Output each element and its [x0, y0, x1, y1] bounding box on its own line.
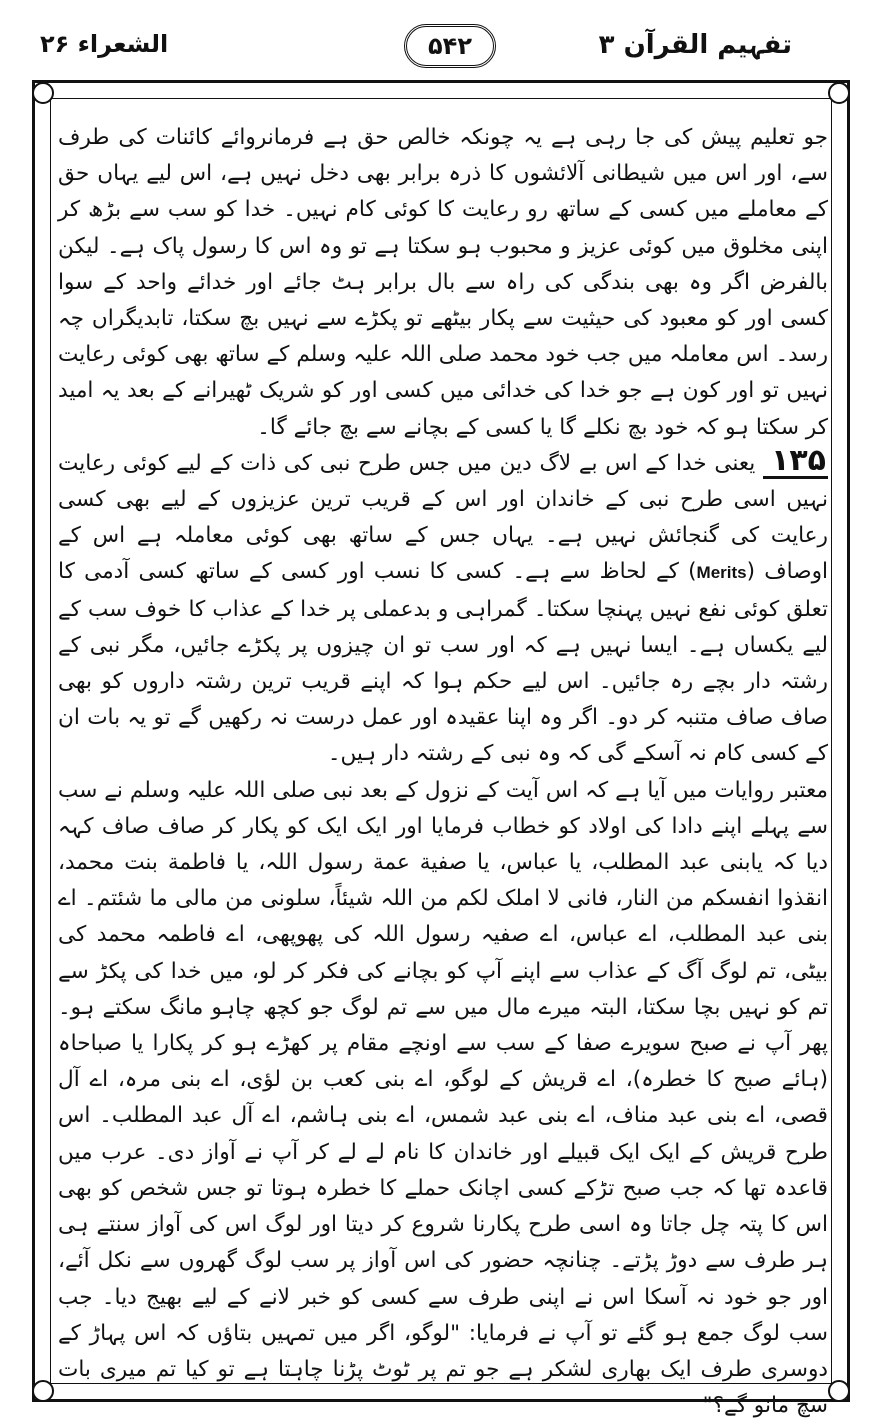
paragraph: جو تعلیم پیش کی جا رہی ہے یہ چونکہ خالص حق ہے فرمانروائے کائنات کی طرف سے، اور اس میں شیطانی آلائشوں کا ذرہ برابر بھی دخل نہیں ہے، اس لیے یہاں حق کے معاملے میں کسی کے ساتھ رو رعایت کا کوئی کام نہیں۔ خدا کو سب سے بڑھ کر اپنی مخلوق میں کوئی عزیز و محبوب ہو سکتا ہے تو وہ اس کا رسول پاک ہے۔ لیکن بالفرض اگر وہ بھی بندگی کی راہ سے بال برابر ہٹ جائے اور خدائے واحد کے سوا کسی اور کو معبود کی حیثیت سے پکار بیٹھے تو پکڑے سے نہیں بچ سکتا، تابدیگراں چہ رسد۔ اس معاملہ میں جب خود محمد صلی اللہ علیہ وسلم کے ساتھ بھی کوئی رعایت نہیں تو اور کون ہے جو خدا کی خدائی میں کسی اور کو شریک ٹھیرانے کے بعد یہ امید کر سکتا ہو کہ خود بچ نکلے گا یا کسی کے بچانے سے بچ جائے گا۔ [58, 125, 828, 440]
corner-ornament [828, 1380, 850, 1402]
footnote-paragraph [58, 442, 829, 773]
commentary-text [58, 120, 829, 1419]
surah-reference: الشعراء ۲۶ [40, 30, 169, 58]
footnote-number: ۱۳۵ [763, 446, 828, 479]
paragraph: معتبر روایات میں آیا ہے کہ اس آیت کے نزول کے بعد نبی صلی اللہ علیہ وسلم نے سب سے پہلے اپنے دادا کی اولاد کو خطاب فرمایا اور ایک ایک کو پکار کر صاف صاف کہہ دیا کہ یابنی عبد المطلب، یا عباس، یا صفیة عمة رسول اللہ، یا فاطمة بنت محمد، انقذوا انفسکم من النار، فانی لا املک لکم من اللہ شیئاً، سلونی من مالی ما شئتم۔ اے بنی عبد المطلب، اے عباس، اے صفیہ رسول اللہ کی پھوپھی، اے فاطمہ محمد کی بیٹی، تم لوگ آگ کے عذاب سے اپنے آپ کو بچانے کی فکر کر لو، میں خدا کی پکڑ سے تم کو نہیں بچا سکتا، البتہ میرے مال میں سے تم لوگ جو کچھ چاہو مانگ سکتے ہو۔ پھر آپ نے صبح سویرے صفا کے سب سے اونچے مقام پر کھڑے ہو کر پکارا یا صباحاہ (ہائے صبح کا خطرہ)، اے قریش کے لوگو، اے بنی کعب بن لؤی، اے بنی مرہ، اے آل قصی، اے بنی عبد مناف، اے بنی عبد شمس، اے بنی ہاشم، اے آل عبد المطلب۔ اس طرح قریش کے ایک ایک قبیلے اور خاندان کا نام لے لے کر آپ نے آواز دی۔ عرب میں قاعدہ تھا کہ جب صبح تڑکے کسی اچانک حملے کا خطرہ ہوتا تو جس شخص کو بھی اس کا پتہ چل جاتا وہ اسی طرح پکارنا شروع کر دیتا اور لوگ اس کی آواز سنتے ہی ہر طرف سے دوڑ پڑتے۔ چنانچہ حضور کی اس آواز پر سب لوگ گھروں سے نکل آئے، اور جو خود نہ آسکا اس نے اپنی طرف سے کسی کو خبر لانے کے لیے بھیج دیا۔ جب سب لوگ جمع ہو گئے تو آپ نے فرمایا: "لوگو، اگر میں تمہیں بتاؤں کہ اس پہاڑ کے دوسری طرف ایک بھاری لشکر ہے جو تم پر ٹوٹ پڑنا چاہتا ہے تو کیا تم میری بات سچ مانو گے؟" [58, 777, 828, 1419]
book-title: تفہیم القرآن ۳ [598, 30, 792, 60]
corner-ornament [32, 82, 54, 104]
footnote-text-start: یعنی خدا کے اس بے لاگ دین میں جس طرح نبی کی ذات کے لیے کوئی رعایت نہیں اسی طرح نبی کے خاندان اور اس کے قریب ترین عزیزوں کے لیے بھی کسی رعایت کی گنجائش نہیں ہے۔ یہاں جس کے ساتھ بھی کوئی معاملہ ہے اس کے اوصاف ( [58, 450, 829, 585]
page-number: ۵۴۲ [428, 32, 472, 60]
corner-ornament [32, 1380, 54, 1402]
footnote-text-end: ) کے لحاظ سے ہے۔ کسی کا نسب اور کسی کے ساتھ کسی آدمی کا تعلق کوئی نفع نہیں پہنچا سکتا۔ گمراہی و بدعملی پر خدا کے عذاب کا خوف سب کے لیے یکساں ہے۔ ایسا نہیں ہے کہ اور سب تو ان چیزوں پر پکڑے جائیں، مگر نبی کے رشتہ دار بچے رہ جائیں۔ اس لیے حکم ہوا کہ اپنے قریب ترین رشتہ داروں کو بھی صاف صاف متنبہ کر دو۔ اگر وہ اپنا عقیدہ اور عمل درست نہ رکھیں گے تو یہ بات ان کے کسی کام نہ آسکے گی کہ وہ نبی کے رشتہ دار ہیں۔ [58, 559, 828, 767]
page-number-badge [404, 24, 496, 68]
page-header [0, 0, 880, 84]
latin-term: Merits [696, 563, 747, 583]
corner-ornament [828, 82, 850, 104]
